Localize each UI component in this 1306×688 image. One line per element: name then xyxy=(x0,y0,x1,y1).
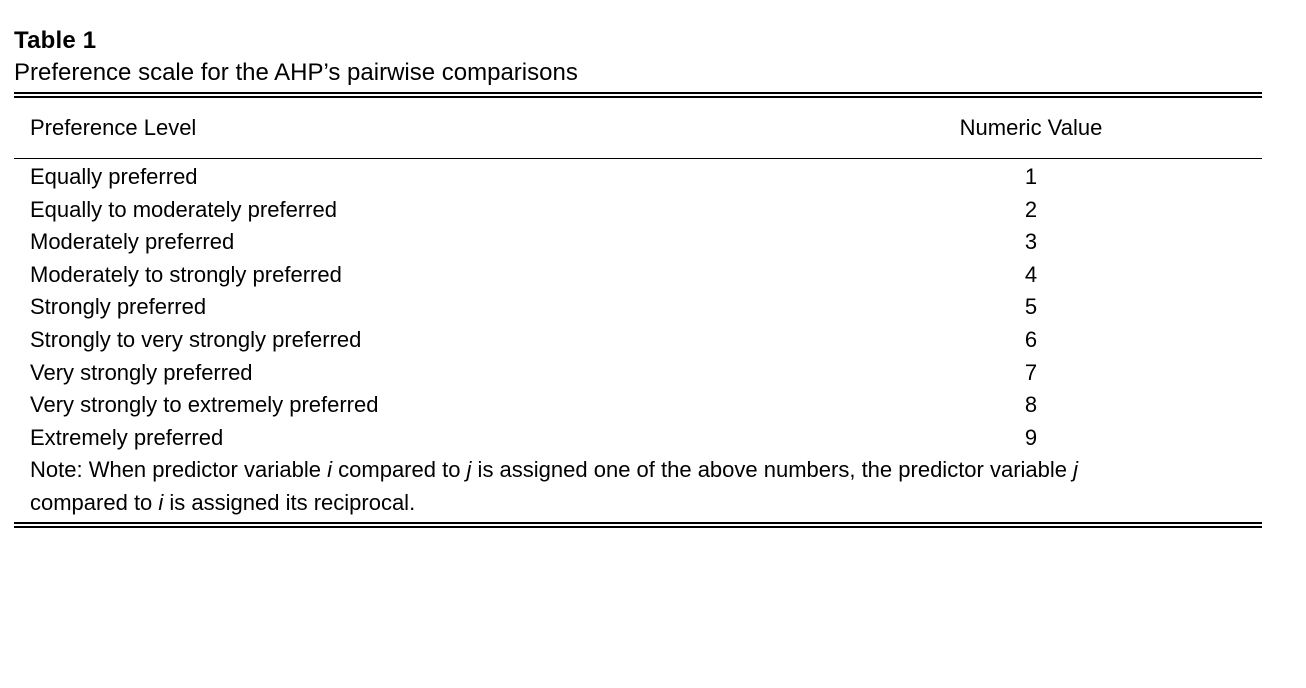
table-row xyxy=(14,161,1262,194)
note-variable: i xyxy=(158,489,164,515)
note-variable: j xyxy=(466,457,472,483)
row-level-cell: Moderately to strongly preferred xyxy=(30,261,342,287)
row-value-cell: 1 xyxy=(1024,164,1038,189)
table-row xyxy=(14,324,1262,357)
table-note xyxy=(14,454,1262,519)
table-row xyxy=(14,259,1262,292)
header-numeric-value: Numeric Value xyxy=(959,115,1103,140)
row-value-cell: 8 xyxy=(1024,392,1038,418)
row-level-cell: Equally preferred xyxy=(30,164,198,189)
row-value-cell: 9 xyxy=(1024,424,1038,450)
row-level-cell: Equally to moderately preferred xyxy=(30,196,337,222)
table-header-row xyxy=(14,98,1262,158)
row-value-cell: 5 xyxy=(1024,294,1038,320)
table-row xyxy=(14,226,1262,259)
note-variable: i xyxy=(327,457,333,483)
note-variable: j xyxy=(1073,457,1079,483)
row-level-cell: Strongly preferred xyxy=(30,294,207,320)
table-row xyxy=(14,194,1262,227)
note-text: is assigned its reciprocal. xyxy=(163,489,416,515)
table-label: Table 1 xyxy=(14,27,97,54)
row-level-cell: Strongly to very strongly preferred xyxy=(30,326,362,352)
table-body xyxy=(14,159,1262,520)
table-document xyxy=(14,26,1262,528)
row-value-cell: 7 xyxy=(1024,359,1038,385)
row-level-cell: Moderately preferred xyxy=(30,229,235,255)
table-row xyxy=(14,357,1262,390)
table-row xyxy=(14,291,1262,324)
row-level-cell: Very strongly preferred xyxy=(30,359,253,385)
row-value-cell: 3 xyxy=(1024,229,1038,255)
row-value-cell: 2 xyxy=(1024,196,1038,222)
header-preference-level: Preference Level xyxy=(30,115,197,140)
row-value-cell: 6 xyxy=(1024,326,1038,352)
table-row xyxy=(14,422,1262,455)
note-text: is assigned one of the above numbers, the predictor variable xyxy=(471,457,1074,483)
row-value-cell: 4 xyxy=(1024,261,1038,287)
note-text: compared to xyxy=(332,457,467,483)
bottom-double-rule xyxy=(14,522,1262,528)
table-row xyxy=(14,389,1262,422)
note-text: compared to xyxy=(30,489,159,515)
row-level-cell: Very strongly to extremely preferred xyxy=(30,392,379,418)
table-caption: Preference scale for the AHP’s pairwise comparisons xyxy=(14,59,578,86)
note-text: Note: When predictor variable xyxy=(30,457,328,483)
row-level-cell: Extremely preferred xyxy=(30,424,224,450)
